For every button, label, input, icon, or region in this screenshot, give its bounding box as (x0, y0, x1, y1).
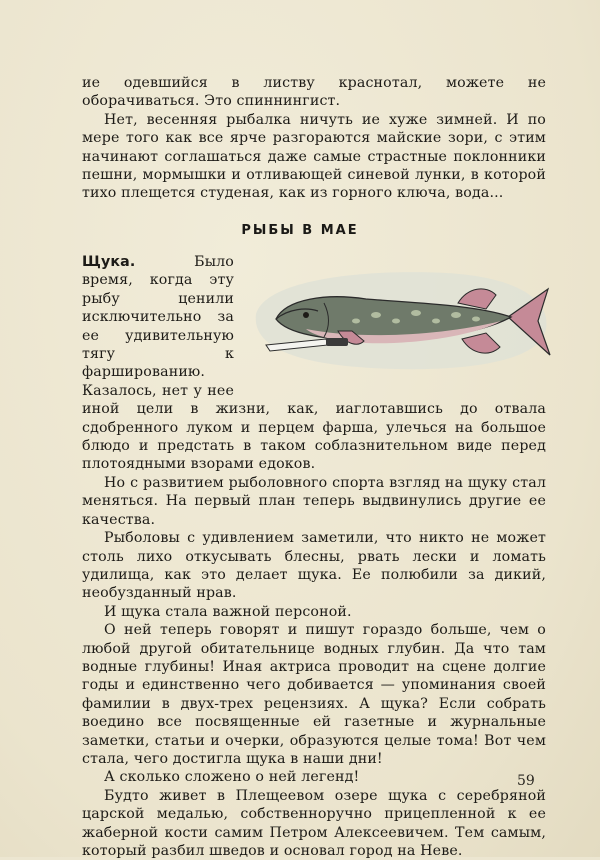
page-number: 59 (517, 773, 535, 789)
paragraph-body-4: О ней теперь говорят и пишут гораздо больше, чем о любой другой обитательнице водных глубин. Да что там водные глубины! Иная актриса проводит на сцене долгие годы и единственно чего добивается — упоминания своей фамилии в двух-трех рецензиях. А щука? Если собрать воедино все посвященные ей газетные и журнальные заметки, статьи и очерки, образуются целые тома! Вот чем стала, чего достигла щука в наши дни! (82, 622, 546, 767)
pike-section (82, 253, 546, 860)
paragraph-body-2: Рыболовы с удивлением заметили, что никто не может столь лихо откусывать блесны, рвать лески и ломать удилища, как это делает щука. Ее полюбили за дикий, необузданный нрав. (82, 530, 546, 602)
paragraph-body-6: Будто живет в Плещеевом озере щука с серебряной царской медалью, собственноручно прицепленной к ее жаберной кости самим Петром Алексеевичем. Тем самым, который разбил шведов и основал город на Неве. (82, 787, 546, 859)
pike-heading: Щука. (82, 254, 136, 270)
paragraph-body-1: Но с развитием рыболовного спорта взгляд на щуку стал меняться. На первый план теперь выдвинулись другие ее качества. (82, 474, 546, 528)
top-text (82, 74, 546, 203)
paragraph-body-5: А сколько сложено о ней легенд! (104, 769, 360, 786)
paragraph-body-3: И щука стала важной персоной. (104, 603, 352, 620)
paragraph-continuation: ие одевшийся в листву краснотал, можете не оборачиваться. Это спиннингист. (82, 75, 546, 110)
section-title: РЫБЫ В МАЕ (241, 223, 359, 238)
paragraph-spring-fishing: Нет, весенняя рыбалка ничуть ие хуже зимней. И по мере того как все ярче разгораются майские зори, с этим начинают соглашаться даже самые страстные поклонники пешни, мормышки и отливающей синевой лунки, в которой тихо плещется студеная, как из горного ключа, вода... (82, 111, 546, 202)
pike-intro-text: Было время, когда эту рыбу ценили исключительно за ее удивительную тягу к фаршированию. Казалось, нет у нее иной цели в жизни, как, иаглотавшись до отвала сдобренного луком и перцем фарша, улечься на большое блюдо и предстать в таком соблазнительном виде перед плотоядными взорами едоков. (82, 254, 546, 473)
pike-illustration (246, 259, 556, 379)
